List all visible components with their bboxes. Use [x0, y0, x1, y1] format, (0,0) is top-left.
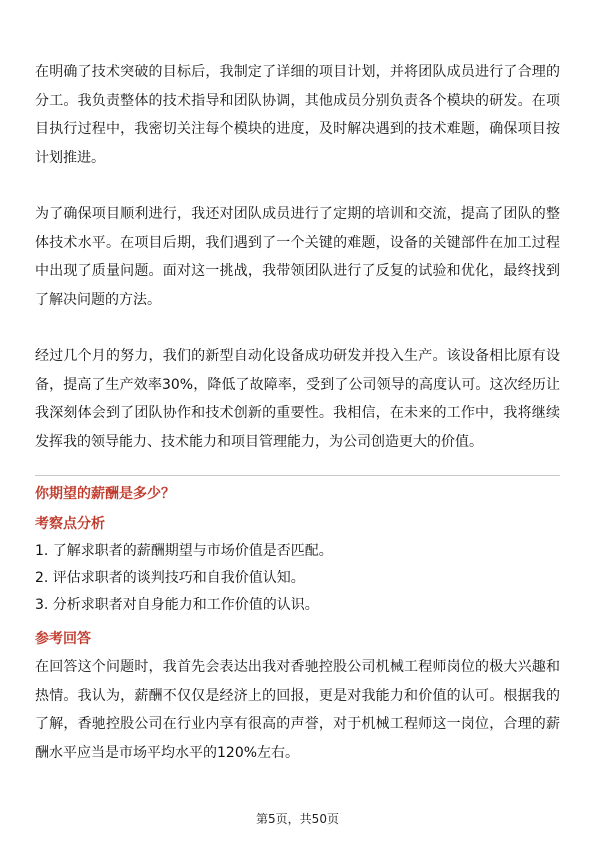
- body-text: [35, 58, 560, 456]
- analysis-title: 考察点分析: [35, 516, 105, 532]
- list-item: 3. 分析求职者对自身能力和工作价值的认识。: [35, 597, 319, 613]
- analysis-list: [35, 538, 560, 619]
- question-section: [35, 484, 560, 767]
- list-item: 2. 评估求职者的谈判技巧和自我价值认知。: [35, 570, 305, 586]
- list-item: 1. 了解求职者的薪酬期望与市场价值是否匹配。: [35, 543, 333, 559]
- answer-text: 在回答这个问题时，我首先会表达出我对香驰控股公司机械工程师岗位的极大兴趣和热情。我认为，薪酬不仅仅是经济上的回报，更是对我能力和价值的认可。根据我的了解，香驰控股公司在行业内享有很高的声誉，对于机械工程师这一岗位，合理的薪酬水平应当是市场平均水平的120%左右。: [35, 659, 560, 761]
- section-divider: [35, 475, 560, 476]
- paragraph: 在明确了技术突破的目标后，我制定了详细的项目计划，并将团队成员进行了合理的分工。我负责整体的技术指导和团队协调，其他成员分别负责各个模块的研发。在项目执行过程中，我密切关注每个模块的进度，及时解决遇到的技术难题，确保项目按计划推进。: [35, 64, 560, 166]
- paragraph: 为了确保项目顺利进行，我还对团队成员进行了定期的培训和交流，提高了团队的整体技术水平。在项目后期，我们遇到了一个关键的难题，设备的关键部件在加工过程中出现了质量问题。面对这一挑战，我带领团队进行了反复的试验和优化，最终找到了解决问题的方法。: [35, 206, 560, 308]
- question-title: 你期望的薪酬是多少？: [35, 486, 175, 502]
- page-number: 第5页，共50页: [256, 812, 339, 826]
- answer-title: 参考回答: [35, 631, 91, 647]
- paragraph: 经过几个月的努力，我们的新型自动化设备成功研发并投入生产。该设备相比原有设备，提高了生产效率30%，降低了故障率，受到了公司领导的高度认可。这次经历让我深刻体会到了团队协作和技术创新的重要性。我相信，在未来的工作中，我将继续发挥我的领导能力、技术能力和项目管理能力，为公司创造更大的价值。: [35, 348, 560, 450]
